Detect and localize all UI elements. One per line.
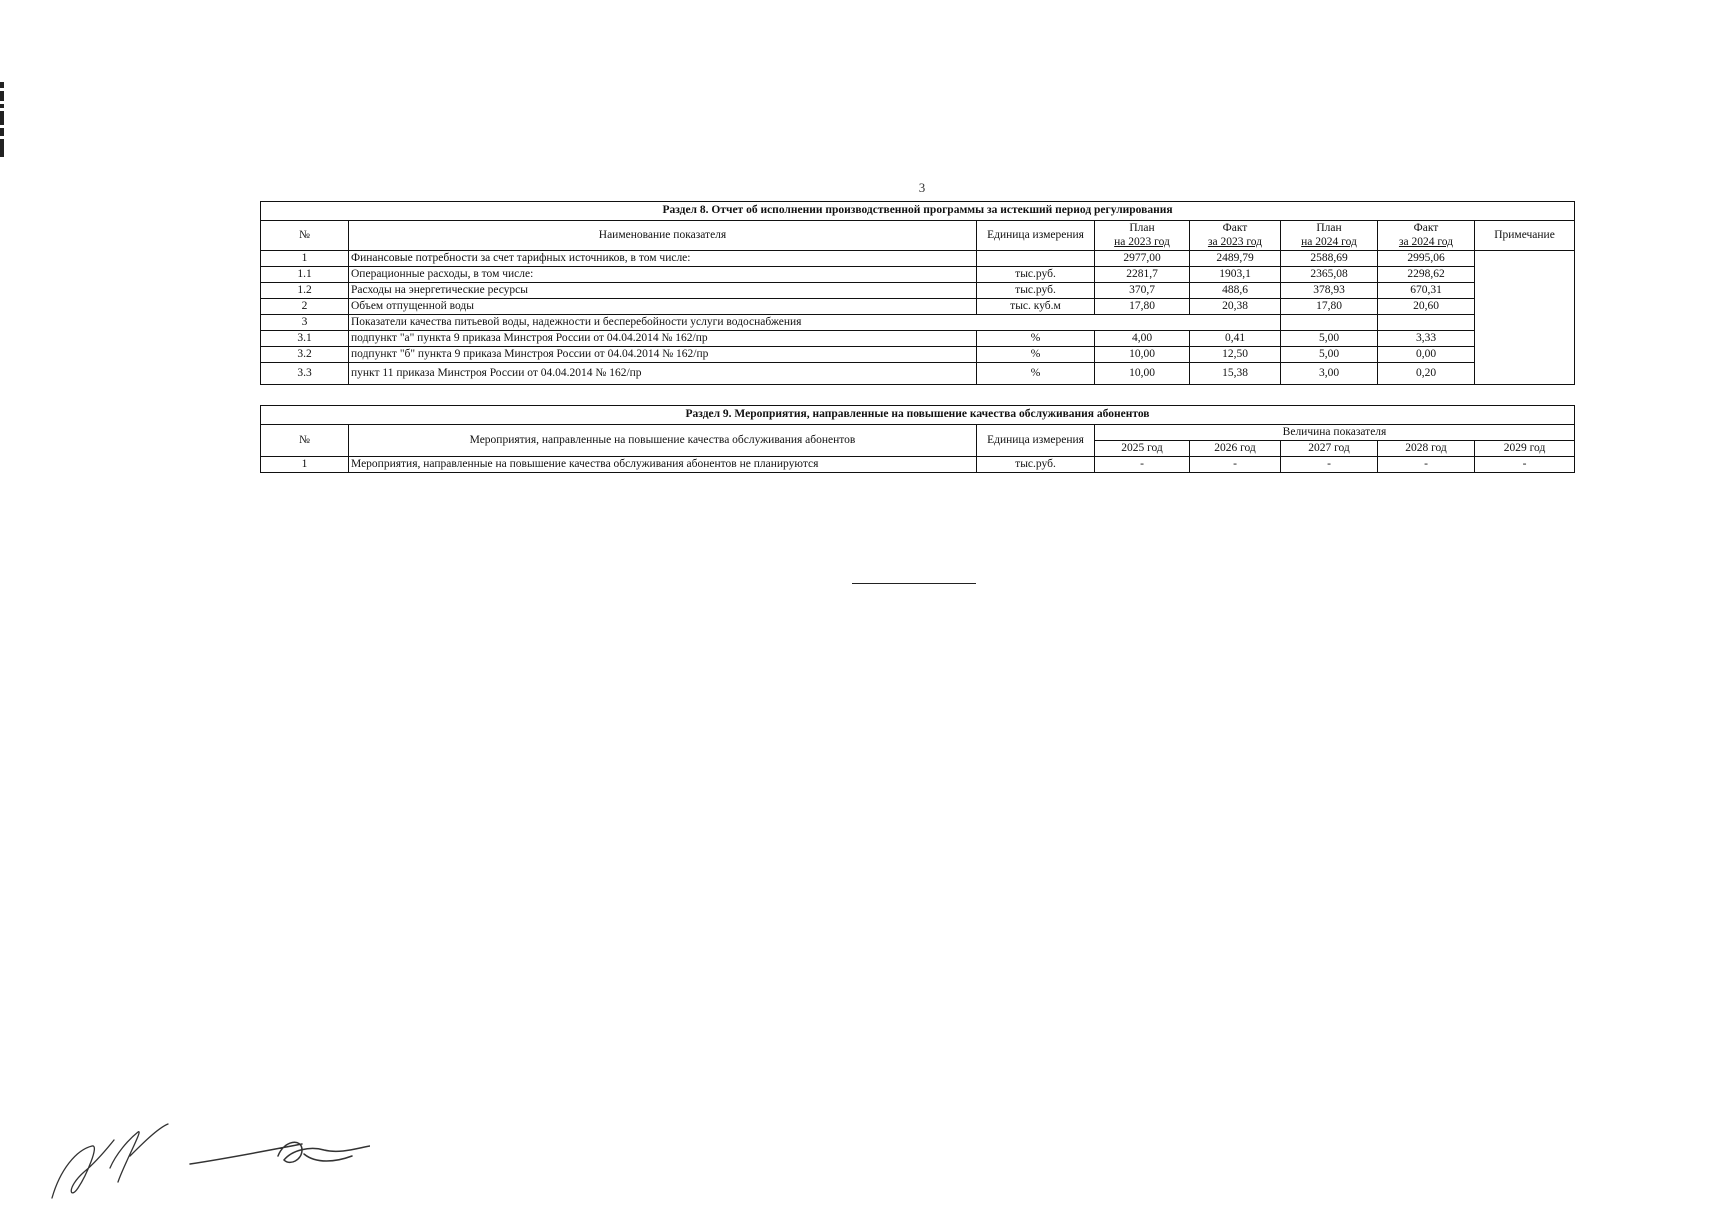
row-value: 0,00 [1378, 347, 1475, 363]
row-value: 10,00 [1095, 363, 1190, 385]
row-name: Мероприятия, направленные на повышение качества обслуживания абонентов не планируются [349, 457, 977, 473]
row-unit: % [977, 331, 1095, 347]
row-value: 2588,69 [1281, 251, 1378, 267]
row-value: 12,50 [1190, 347, 1281, 363]
header-year: 2026 год [1190, 441, 1281, 457]
row-value [1190, 315, 1281, 331]
row-num: 1 [261, 251, 349, 267]
section8-header-row [261, 221, 1575, 251]
row-num: 3.1 [261, 331, 349, 347]
row-value: 488,6 [1190, 283, 1281, 299]
table-row [261, 299, 1575, 315]
row-value: 17,80 [1281, 299, 1378, 315]
header-plan-2023: План на 2023 год [1095, 221, 1190, 251]
row-value: - [1190, 457, 1281, 473]
row-name: подпункт "а" пункта 9 приказа Минстроя России от 04.04.2014 № 162/пр [349, 331, 977, 347]
section9-title: Раздел 9. Мероприятия, направленные на повышение качества обслуживания абонентов [261, 406, 1575, 425]
row-value: - [1475, 457, 1575, 473]
scan-edge-marks [0, 82, 6, 172]
row-value: 10,00 [1095, 347, 1190, 363]
header-unit: Единица измерения [977, 221, 1095, 251]
header-name: Наименование показателя [349, 221, 977, 251]
row-unit: тыс.руб. [977, 283, 1095, 299]
row-num: 1.1 [261, 267, 349, 283]
header-name: Мероприятия, направленные на повышение качества обслуживания абонентов [349, 425, 977, 457]
table-row [261, 363, 1575, 385]
row-value: 20,60 [1378, 299, 1475, 315]
table-row [261, 251, 1575, 267]
note-cell [1475, 251, 1575, 385]
row-value: 1903,1 [1190, 267, 1281, 283]
row-value: 2977,00 [1095, 251, 1190, 267]
row-value: 3,33 [1378, 331, 1475, 347]
row-value: 378,93 [1281, 283, 1378, 299]
header-num: № [261, 221, 349, 251]
row-value: 2489,79 [1190, 251, 1281, 267]
end-rule [852, 583, 976, 584]
header-year: 2029 год [1475, 441, 1575, 457]
row-value: - [1281, 457, 1378, 473]
row-name: Объем отпущенной воды [349, 299, 977, 315]
row-unit [977, 251, 1095, 267]
row-value: 20,38 [1190, 299, 1281, 315]
row-value: 17,80 [1095, 299, 1190, 315]
row-num: 2 [261, 299, 349, 315]
row-value: 3,00 [1281, 363, 1378, 385]
table-row [261, 267, 1575, 283]
row-value: 2365,08 [1281, 267, 1378, 283]
row-name: Показатели качества питьевой воды, надежности и бесперебойности услуги водоснабжения [349, 315, 1190, 331]
row-value: 5,00 [1281, 331, 1378, 347]
row-unit: тыс.руб. [977, 267, 1095, 283]
signature-icon [40, 1110, 370, 1210]
header-unit: Единица измерения [977, 425, 1095, 457]
header-value-group: Величина показателя [1095, 425, 1575, 441]
table-row [261, 283, 1575, 299]
row-num: 3.3 [261, 363, 349, 385]
row-value: - [1095, 457, 1190, 473]
row-value: 670,31 [1378, 283, 1475, 299]
row-num: 3 [261, 315, 349, 331]
section8-title: Раздел 8. Отчет об исполнении производственной программы за истекший период регулирования [261, 202, 1575, 221]
page-number: 3 [918, 180, 926, 195]
row-value: 0,20 [1378, 363, 1475, 385]
row-value [1281, 315, 1378, 331]
header-num: № [261, 425, 349, 457]
table-row [261, 315, 1575, 331]
header-plan-2024: План на 2024 год [1281, 221, 1378, 251]
header-year: 2027 год [1281, 441, 1378, 457]
row-value: 370,7 [1095, 283, 1190, 299]
section8-table [260, 201, 1575, 385]
header-year: 2025 год [1095, 441, 1190, 457]
table-row [261, 457, 1575, 473]
row-unit: тыс. куб.м [977, 299, 1095, 315]
row-unit: % [977, 363, 1095, 385]
table-row [261, 331, 1575, 347]
header-note: Примечание [1475, 221, 1575, 251]
row-name: Операционные расходы, в том числе: [349, 267, 977, 283]
row-num: 3.2 [261, 347, 349, 363]
row-name: Расходы на энергетические ресурсы [349, 283, 977, 299]
row-num: 1 [261, 457, 349, 473]
row-value: - [1378, 457, 1475, 473]
row-name: пункт 11 приказа Минстроя России от 04.04.2014 № 162/пр [349, 363, 977, 385]
row-name: подпункт "б" пункта 9 приказа Минстроя России от 04.04.2014 № 162/пр [349, 347, 977, 363]
row-value [1378, 315, 1475, 331]
row-value: 5,00 [1281, 347, 1378, 363]
row-num: 1.2 [261, 283, 349, 299]
row-value: 2281,7 [1095, 267, 1190, 283]
row-value: 0,41 [1190, 331, 1281, 347]
row-value: 4,00 [1095, 331, 1190, 347]
section9-header-row [261, 425, 1575, 441]
row-value: 15,38 [1190, 363, 1281, 385]
row-name: Финансовые потребности за счет тарифных источников, в том числе: [349, 251, 977, 267]
row-unit: % [977, 347, 1095, 363]
header-fact-2023: Факт за 2023 год [1190, 221, 1281, 251]
row-unit: тыс.руб. [977, 457, 1095, 473]
row-value: 2298,62 [1378, 267, 1475, 283]
header-year: 2028 год [1378, 441, 1475, 457]
row-value: 2995,06 [1378, 251, 1475, 267]
table-row [261, 347, 1575, 363]
header-fact-2024: Факт за 2024 год [1378, 221, 1475, 251]
section9-table [260, 405, 1575, 473]
